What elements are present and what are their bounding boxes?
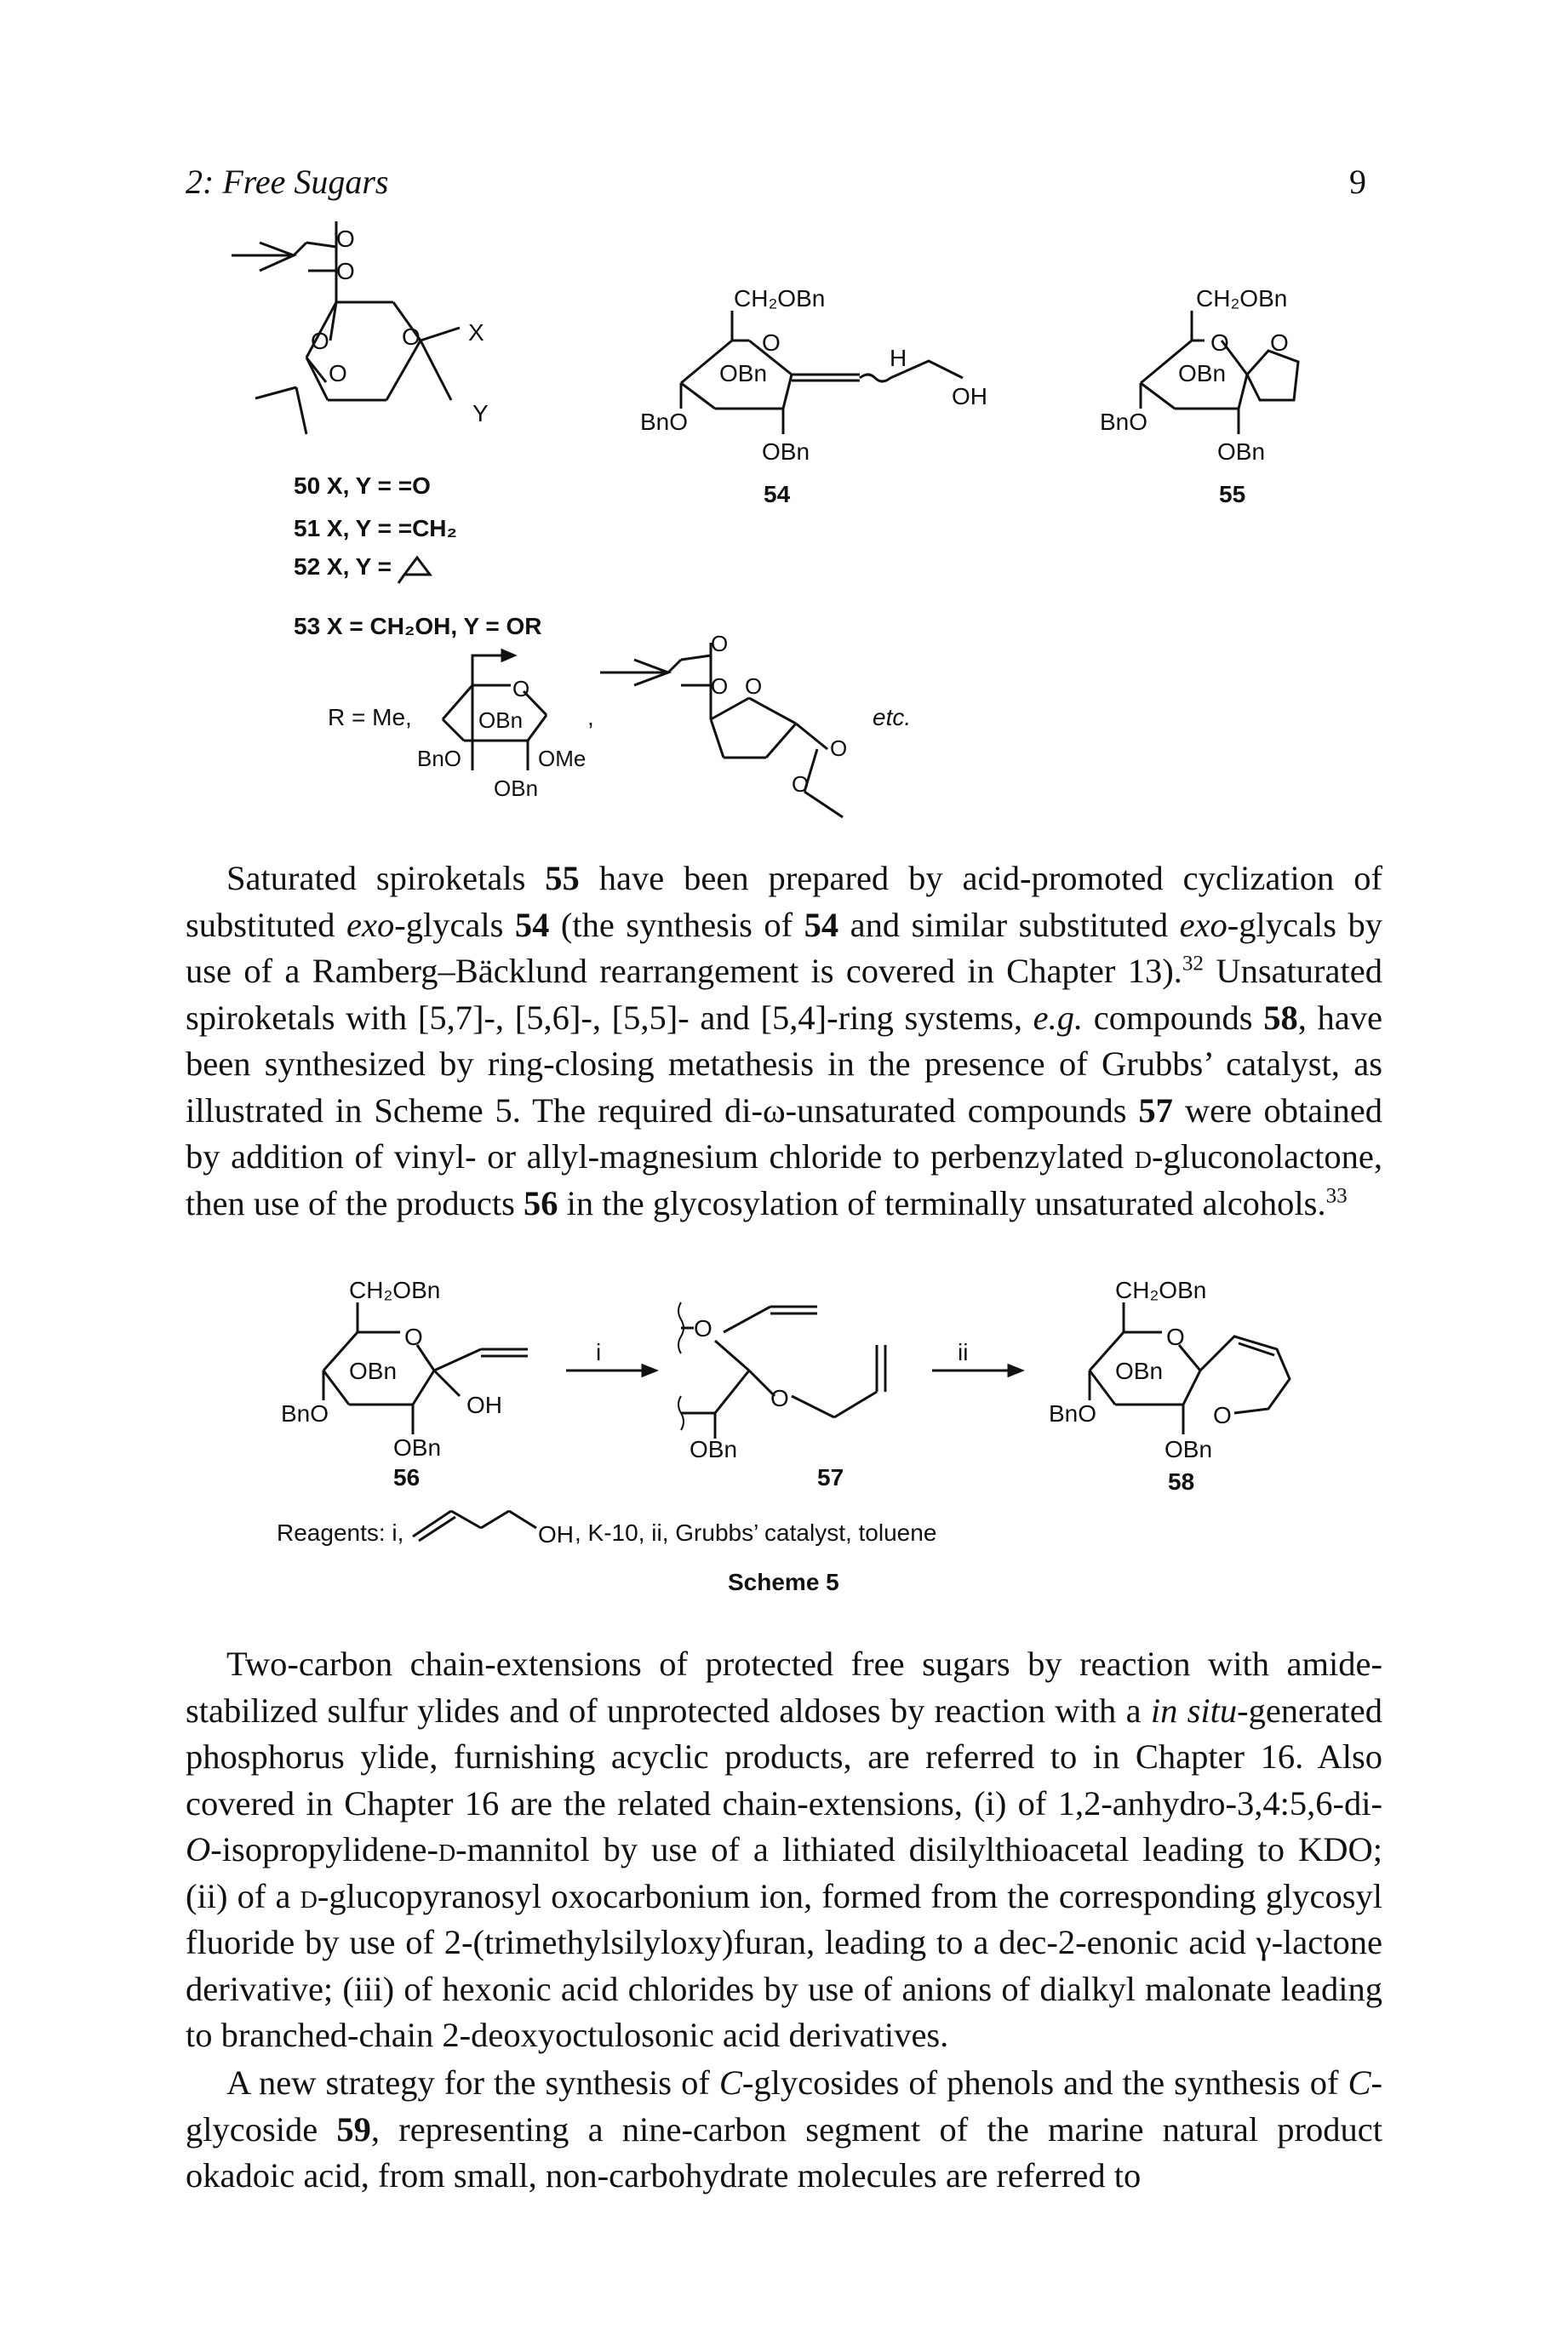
p1-italic: exo xyxy=(346,905,395,944)
page-number: 9 xyxy=(1349,163,1366,201)
c50-y-label: Y xyxy=(472,400,489,426)
compound-number-54: 54 xyxy=(764,481,791,507)
c56-ch2obn: CH₂OBn xyxy=(349,1277,441,1303)
p1-text: compounds xyxy=(1083,998,1264,1037)
running-title: 2: Free Sugars xyxy=(186,163,389,201)
r-sugar-o: O xyxy=(512,676,530,701)
r-sugar-ome: OMe xyxy=(538,746,587,771)
c54-o: O xyxy=(762,329,781,356)
reference-32: 32 xyxy=(1182,952,1204,976)
compound-58-structure xyxy=(1049,1277,1290,1495)
c56-obn: OBn xyxy=(349,1358,398,1384)
c58-ch2obn: CH₂OBn xyxy=(1115,1277,1207,1303)
etc-label: etc. xyxy=(873,704,912,730)
p1-italic: exo xyxy=(1179,905,1228,944)
p2-text: -mannitol by use of a lithiated disilylthioacetal leading to KDO; (ii) of a xyxy=(186,1830,1382,1915)
c50-o-label: O xyxy=(329,360,347,386)
p1-text: Saturated spiroketals xyxy=(226,859,546,897)
r-furanose-o: O xyxy=(792,771,810,797)
arrow-i-label: i xyxy=(596,1339,602,1365)
compound-ref-54: 54 xyxy=(514,905,550,944)
c58-o: O xyxy=(1166,1324,1185,1350)
compound-57-structure xyxy=(678,1302,885,1491)
r-sugar-bno: BnO xyxy=(417,746,462,771)
c54-oh: OH xyxy=(952,383,987,409)
c57-o1: O xyxy=(694,1315,712,1342)
label-53: 53 X = CH₂OH, Y = OR xyxy=(294,613,542,639)
arrow-ii-label: ii xyxy=(958,1339,969,1365)
p1-text: were obtained by addition of vinyl- or allyl-magnesium chloride to perbenzylated xyxy=(186,1090,1382,1176)
p1-text: -gluconolactone, then use of the products xyxy=(186,1137,1382,1222)
paragraph-3 xyxy=(186,2060,1382,2200)
compound-ref-58: 58 xyxy=(1263,998,1298,1037)
p2-smallcaps: d xyxy=(300,1876,318,1915)
reagents-prefix: Reagents: i, xyxy=(277,1519,404,1546)
c58-o2: O xyxy=(1213,1402,1232,1428)
compound-ref-55: 55 xyxy=(545,859,580,897)
c55-obn: OBn xyxy=(1178,360,1227,386)
c50-o-label: O xyxy=(336,226,355,252)
c55-o: O xyxy=(1210,329,1229,356)
c57-o2: O xyxy=(770,1385,789,1411)
c57-obn: OBn xyxy=(690,1436,738,1462)
p1-italic: e.g. xyxy=(1033,998,1084,1037)
c50-o-label: O xyxy=(311,328,329,354)
p1-text: and similar substituted xyxy=(838,905,1180,944)
c56-oh: OH xyxy=(466,1392,502,1418)
c56-o: O xyxy=(404,1324,423,1350)
r-furanose-o: O xyxy=(711,673,729,699)
c58-obn: OBn xyxy=(1115,1358,1164,1384)
c50-x-label: X xyxy=(468,319,484,346)
r-sugar-obn: OBn xyxy=(478,707,524,733)
epoxide-ring-icon xyxy=(398,558,430,583)
c56-bno: BnO xyxy=(281,1400,329,1427)
p1-text: Unsaturated spiroketals with [5,7]-, [5,6]-, [5,5]- and [5,4]-ring systems, xyxy=(186,952,1382,1037)
r-furanose-o: O xyxy=(830,735,848,761)
top-structures-figure xyxy=(0,204,1568,860)
compound-56-structure xyxy=(281,1277,528,1491)
p1-smallcaps: d xyxy=(1134,1137,1152,1176)
c50-o-label: O xyxy=(336,258,355,284)
p1-text: -glycals by use of a Ramberg–Bäcklund rearrangement is covered in Chapter 13). xyxy=(186,905,1382,990)
r-definition-prefix: R = Me, xyxy=(328,704,412,730)
c54-bno: BnO xyxy=(640,409,689,435)
p1-text: (the synthesis of xyxy=(549,905,804,944)
p2-italic: in situ xyxy=(1150,1691,1238,1730)
reagents-rest: , K-10, ii, Grubbs’ catalyst, toluene xyxy=(575,1519,937,1546)
paragraph-1 xyxy=(186,856,1382,1227)
compound-ref-57: 57 xyxy=(1138,1090,1173,1130)
p2-italic: O xyxy=(186,1830,211,1868)
c58-bno: BnO xyxy=(1049,1400,1097,1427)
r-sugar-obn-bottom: OBn xyxy=(494,775,539,801)
allyl-alcohol-structure xyxy=(413,1511,536,1541)
c55-obn-bottom: OBn xyxy=(1217,438,1266,465)
scheme-caption: Scheme 5 xyxy=(728,1569,839,1595)
compound-ref-54: 54 xyxy=(804,905,839,944)
p1-text: in the glycosylation of terminally unsaturated alcohols. xyxy=(558,1183,1326,1222)
c50-o-label: O xyxy=(402,323,421,350)
paragraph-2 xyxy=(186,1641,1382,2059)
compound-55-structure xyxy=(1100,285,1298,507)
arrow-head-icon xyxy=(1009,1365,1021,1376)
compound-ref-56: 56 xyxy=(524,1183,558,1222)
p3-text: , representing a nine-carbon segment of the marine natural product okadoic acid, from small, non-carbohydrate molecules are referred to xyxy=(186,2109,1383,2195)
p1-text: , have been synthesized by ring-closing metathesis in the presence of Grubbs’ catalyst, as illustrated in Scheme 5. The required di-ω-unsaturated compounds xyxy=(186,998,1382,1130)
r-furanose-o: O xyxy=(745,673,763,699)
p3-text: -glycosides of phenols and the synthesis of xyxy=(741,2063,1348,2102)
c56-obn-bottom: OBn xyxy=(393,1434,442,1461)
c55-o2: O xyxy=(1270,329,1289,356)
r-furanose-o: O xyxy=(711,631,729,656)
p3-italic: C xyxy=(718,2063,742,2102)
r-furanose-structure xyxy=(600,631,847,817)
p2-text: Two-carbon chain-extensions of protected free sugars by reaction with amide-stabilized sulfur ylides and of unprotected aldoses by reaction with a xyxy=(186,1645,1382,1730)
label-51: 51 X, Y = =CH₂ xyxy=(294,515,457,541)
c54-obn: OBn xyxy=(719,360,768,386)
c58-obn-bottom: OBn xyxy=(1165,1436,1213,1462)
c55-ch2obn: CH₂OBn xyxy=(1196,285,1288,312)
compound-number-58: 58 xyxy=(1168,1468,1195,1495)
reference-33: 33 xyxy=(1325,1184,1348,1207)
p3-text: A new strategy for the synthesis of xyxy=(226,2063,719,2102)
p2-text: -generated phosphorus ylide, furnishing acyclic products, are referred to in Chapter 16. Also covered in Chapter 16 are the related chain-extensions, (i) of 1,2-anhydro-3,4:5,6-di- xyxy=(186,1691,1382,1823)
p2-smallcaps: d xyxy=(438,1830,456,1868)
compound-number-56: 56 xyxy=(393,1464,421,1491)
compound-ref-59: 59 xyxy=(336,2109,371,2149)
p3-text: -glycoside xyxy=(186,2063,1382,2149)
r-separator-comma: , xyxy=(587,704,594,730)
label-52: 52 X, Y = xyxy=(294,553,392,580)
arrow-head-icon xyxy=(643,1365,655,1376)
compound-number-55: 55 xyxy=(1219,481,1246,507)
label-50: 50 X, Y = =O xyxy=(294,472,431,499)
p3-italic: C xyxy=(1348,2063,1371,2102)
p2-text: -isopropylidene- xyxy=(210,1830,438,1868)
c54-h: H xyxy=(890,345,907,371)
r-glucoside-structure xyxy=(417,650,586,801)
reagents-oh: OH xyxy=(538,1521,574,1548)
p1-text: -glycals xyxy=(394,905,515,944)
c55-bno: BnO xyxy=(1100,409,1148,435)
p1-text: have been prepared by acid-promoted cyclization of substituted xyxy=(186,859,1382,944)
scheme-5-figure xyxy=(0,1260,1568,1617)
compound-54-structure xyxy=(640,285,987,507)
c54-ch2obn: CH₂OBn xyxy=(734,285,826,312)
c54-obn-bottom: OBn xyxy=(762,438,810,465)
compound-number-57: 57 xyxy=(817,1464,844,1491)
compound-50-structure xyxy=(232,221,489,434)
p2-text: -glucopyranosyl oxocarbonium ion, formed from the corresponding glycosyl fluoride by use of 2-(trimethylsilyloxy)furan, leading to a dec-2-enonic acid γ-lactone derivative; (iii) of hexonic acid chlorides by use of anions of dialkyl malonate leading to branched-chain 2-deoxyoctulosonic acid derivatives. xyxy=(186,1876,1382,2054)
